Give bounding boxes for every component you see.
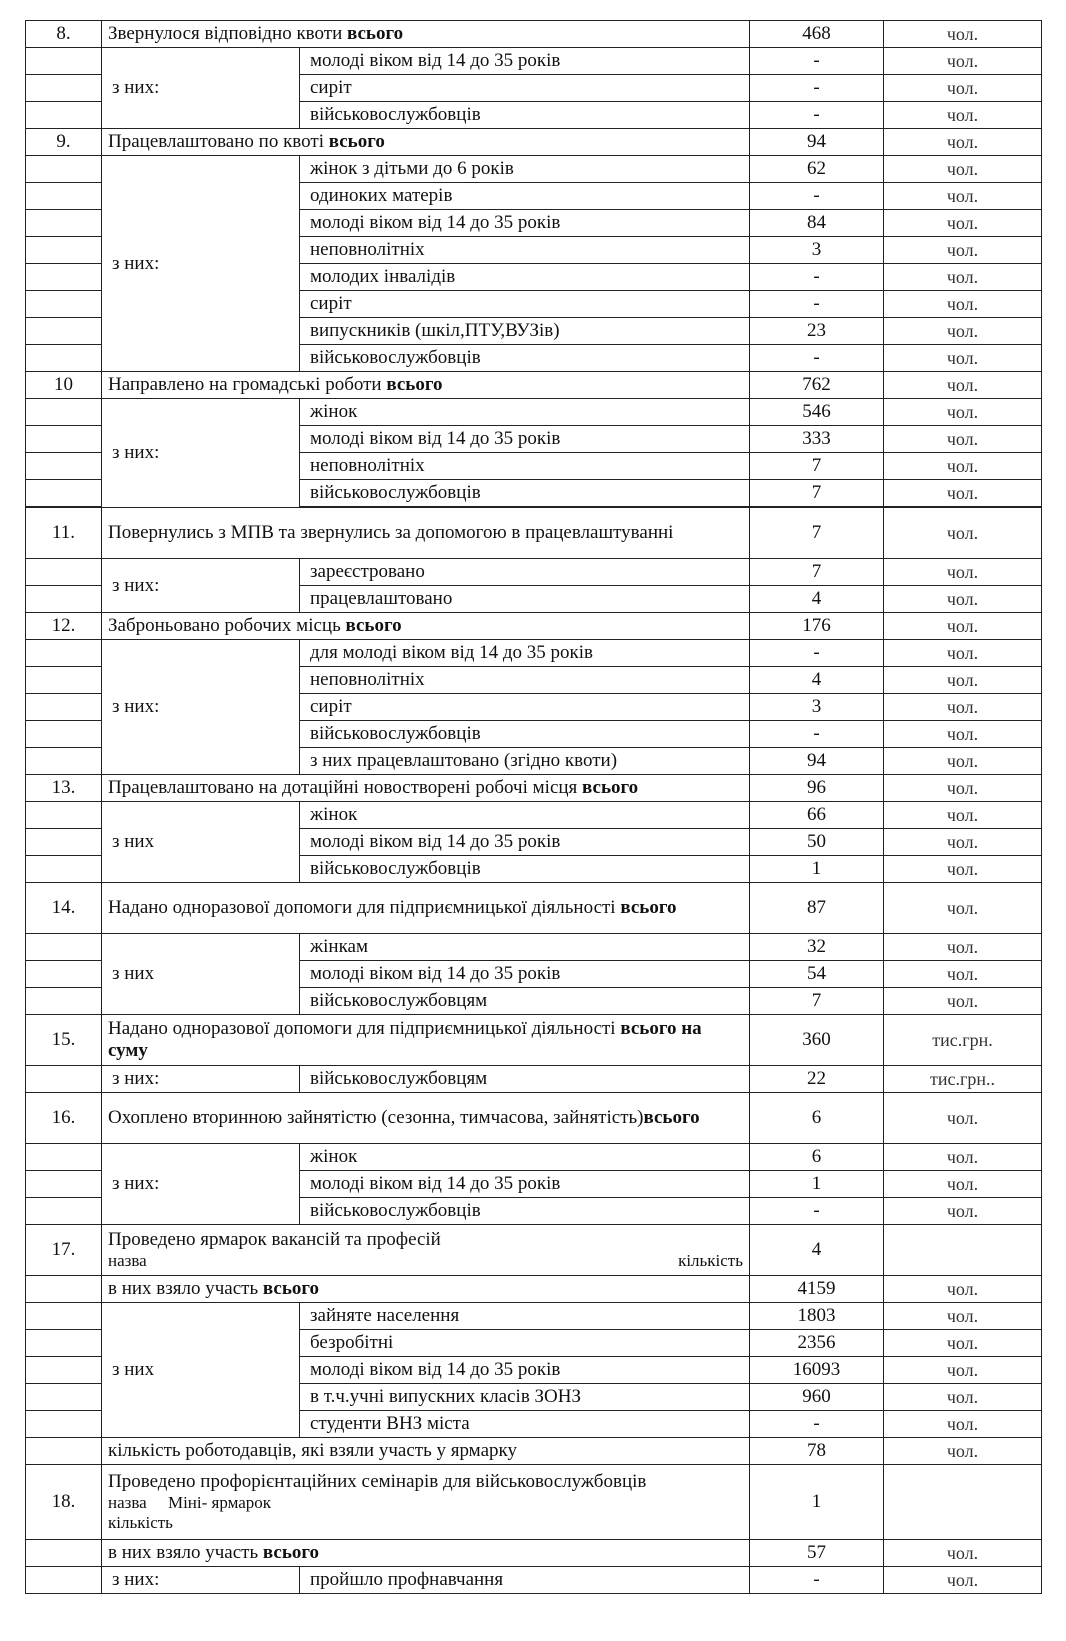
row-value: 176 [750, 613, 884, 640]
row-value: 3 [750, 237, 884, 264]
row-title: Охоплено вторинною зайнятістю (сезонна, тимчасова, зайнятість)всього [102, 1093, 750, 1144]
row-value: 333 [750, 426, 884, 453]
sub-item: неповнолітніх [300, 667, 750, 694]
group-label: з них [102, 1303, 300, 1438]
row-unit: чол. [884, 559, 1042, 586]
row-value: 546 [750, 399, 884, 426]
row-title: Проведено профорієнтаційних семінарів для військовослужбовців назва Міні- ярмарок кількість [102, 1465, 750, 1540]
row-unit: чол. [884, 694, 1042, 721]
sub-item: військовослужбовцям [300, 1066, 750, 1093]
row-unit: чол. [884, 988, 1042, 1015]
row-unit: чол. [884, 586, 1042, 613]
row-value: - [750, 1411, 884, 1438]
row-value: - [750, 48, 884, 75]
row-value: 468 [750, 21, 884, 48]
table-row [26, 1093, 1042, 1144]
row-unit: чол. [884, 48, 1042, 75]
statistics-table [25, 20, 1042, 1594]
row-value: 6 [750, 1093, 884, 1144]
sub-item: молоді віком від 14 до 35 років [300, 829, 750, 856]
table-row [26, 508, 1042, 559]
row-value: 54 [750, 961, 884, 988]
row-number: 8. [26, 21, 102, 48]
row-number: 17. [26, 1225, 102, 1276]
row-unit: чол. [884, 426, 1042, 453]
sub-item: жінок [300, 399, 750, 426]
table-row [26, 372, 1042, 399]
row-unit: чол. [884, 802, 1042, 829]
sub-item: студенти ВНЗ міста [300, 1411, 750, 1438]
row-value: 94 [750, 129, 884, 156]
sub-item: молоді віком від 14 до 35 років [300, 426, 750, 453]
group-label: з них: [102, 156, 300, 372]
table-row [26, 21, 1042, 48]
row-value: 6 [750, 1144, 884, 1171]
table-row [26, 1303, 1042, 1330]
sub-item: військовослужбовців [300, 856, 750, 883]
row-unit: чол. [884, 721, 1042, 748]
row-value: 2356 [750, 1330, 884, 1357]
sub-item: військовослужбовців [300, 721, 750, 748]
row-value: 3 [750, 694, 884, 721]
row-unit: чол. [884, 613, 1042, 640]
row-unit: чол. [884, 775, 1042, 802]
row-number: 12. [26, 613, 102, 640]
row-title: кількість роботодавців, які взяли участь у ярмарку [102, 1438, 750, 1465]
row-value: - [750, 1198, 884, 1225]
table-row [26, 640, 1042, 667]
row-value: 4159 [750, 1276, 884, 1303]
row-unit: чол. [884, 934, 1042, 961]
row-unit: чол. [884, 1357, 1042, 1384]
row-value: 84 [750, 210, 884, 237]
group-label: з них [102, 802, 300, 883]
row-unit: чол. [884, 856, 1042, 883]
row-unit: чол. [884, 1384, 1042, 1411]
row-value: 32 [750, 934, 884, 961]
row-number: 14. [26, 883, 102, 934]
row-unit: чол. [884, 1171, 1042, 1198]
sub-item: сиріт [300, 291, 750, 318]
row-unit: чол. [884, 1330, 1042, 1357]
row-unit: чол. [884, 1276, 1042, 1303]
group-label: з них: [102, 640, 300, 775]
row-value: 1803 [750, 1303, 884, 1330]
row-unit: чол. [884, 21, 1042, 48]
row-unit: чол. [884, 829, 1042, 856]
row-number: 11. [26, 508, 102, 559]
row-unit [884, 1225, 1042, 1276]
row-unit: чол. [884, 264, 1042, 291]
table-row [26, 1465, 1042, 1540]
table-row [26, 802, 1042, 829]
sub-item: неповнолітніх [300, 453, 750, 480]
table-row [26, 1225, 1042, 1276]
row-title: Надано одноразової допомоги для підприємницької діяльності всього на суму [102, 1015, 750, 1066]
row-unit: чол. [884, 961, 1042, 988]
table-row [26, 559, 1042, 586]
row-number: 10 [26, 372, 102, 399]
row-unit: чол. [884, 75, 1042, 102]
row-value: - [750, 640, 884, 667]
row-unit: чол. [884, 1144, 1042, 1171]
sub-item: жінок [300, 802, 750, 829]
sub-item: в т.ч.учні випускних класів ЗОНЗ [300, 1384, 750, 1411]
row-number: 16. [26, 1093, 102, 1144]
row-value: - [750, 291, 884, 318]
row-unit: чол. [884, 508, 1042, 559]
row-value: 22 [750, 1066, 884, 1093]
row-unit: чол. [884, 372, 1042, 399]
row-unit: чол. [884, 1540, 1042, 1567]
row-title: Проведено ярмарок вакансій та професій назва кількість [102, 1225, 750, 1276]
row-value: - [750, 264, 884, 291]
row-unit: чол. [884, 237, 1042, 264]
table-row [26, 1144, 1042, 1171]
row-value: - [750, 75, 884, 102]
table-row [26, 48, 1042, 75]
sub-item: безробітні [300, 1330, 750, 1357]
row-value: 7 [750, 453, 884, 480]
row-unit: чол. [884, 1438, 1042, 1465]
sub-item: жінок [300, 1144, 750, 1171]
sub-item: випускників (шкіл,ПТУ,ВУЗів) [300, 318, 750, 345]
table-row [26, 883, 1042, 934]
row-unit: чол. [884, 1567, 1042, 1594]
sub-item: військовослужбовців [300, 480, 750, 507]
row-unit: чол. [884, 1198, 1042, 1225]
group-label: з них [102, 934, 300, 1015]
group-label: з них: [102, 1144, 300, 1225]
row-title: Працевлаштовано на дотаційні новостворені робочі місця всього [102, 775, 750, 802]
table-row [26, 613, 1042, 640]
sub-item: неповнолітніх [300, 237, 750, 264]
row-value: 23 [750, 318, 884, 345]
row-unit: чол. [884, 1411, 1042, 1438]
group-label: з них: [102, 399, 300, 508]
row-title: Повернулись з МПВ та звернулись за допомогою в працевлаштуванні [102, 508, 750, 559]
row-unit: чол. [884, 345, 1042, 372]
sub-item: молоді віком від 14 до 35 років [300, 1171, 750, 1198]
row-unit: чол. [884, 748, 1042, 775]
row-title: Працевлаштовано по квоті всього [102, 129, 750, 156]
row-value: 4 [750, 667, 884, 694]
table-row [26, 934, 1042, 961]
row-unit: тис.грн.. [884, 1066, 1042, 1093]
table-row [26, 1066, 1042, 1093]
row-unit: чол. [884, 156, 1042, 183]
row-value: 66 [750, 802, 884, 829]
table-row [26, 1015, 1042, 1066]
sub-item: молоді віком від 14 до 35 років [300, 961, 750, 988]
sub-item: жінкам [300, 934, 750, 961]
row-value: - [750, 721, 884, 748]
table-row [26, 399, 1042, 426]
row-title: Заброньовано робочих місць всього [102, 613, 750, 640]
sub-item: молодих інвалідів [300, 264, 750, 291]
sub-item: з них працевлаштовано (згідно квоти) [300, 748, 750, 775]
table-row [26, 1567, 1042, 1594]
row-value: 762 [750, 372, 884, 399]
sub-item: жінок з дітьми до 6 років [300, 156, 750, 183]
row-unit: чол. [884, 183, 1042, 210]
row-value: 960 [750, 1384, 884, 1411]
group-label: з них: [102, 48, 300, 129]
row-value: 360 [750, 1015, 884, 1066]
sub-item: військовослужбовців [300, 345, 750, 372]
sub-item: сиріт [300, 694, 750, 721]
sub-item: сиріт [300, 75, 750, 102]
row-value: 57 [750, 1540, 884, 1567]
row-value: - [750, 102, 884, 129]
row-title: Звернулося відповідно квоти всього [102, 21, 750, 48]
row-unit: чол. [884, 129, 1042, 156]
table-row [26, 1276, 1042, 1303]
row-value: 1 [750, 1465, 884, 1540]
sub-item: одиноких матерів [300, 183, 750, 210]
group-label: з них: [102, 1567, 300, 1594]
row-unit: чол. [884, 318, 1042, 345]
row-value: 16093 [750, 1357, 884, 1384]
row-value: 7 [750, 988, 884, 1015]
sub-item: працевлаштовано [300, 586, 750, 613]
row-unit: тис.грн. [884, 1015, 1042, 1066]
row-number: 18. [26, 1465, 102, 1540]
row-number: 13. [26, 775, 102, 802]
row-value: 7 [750, 559, 884, 586]
group-label: з них: [102, 559, 300, 613]
row-unit: чол. [884, 291, 1042, 318]
row-value: 62 [750, 156, 884, 183]
row-unit: чол. [884, 667, 1042, 694]
row-unit: чол. [884, 453, 1042, 480]
row-unit: чол. [884, 102, 1042, 129]
row-unit: чол. [884, 480, 1042, 507]
table-row [26, 775, 1042, 802]
row-value: 7 [750, 480, 884, 507]
sub-item: молоді віком від 14 до 35 років [300, 48, 750, 75]
row-value: 1 [750, 856, 884, 883]
sub-item: військовослужбовців [300, 1198, 750, 1225]
sub-item: для молоді віком від 14 до 35 років [300, 640, 750, 667]
row-value: - [750, 1567, 884, 1594]
sub-item: молоді віком від 14 до 35 років [300, 1357, 750, 1384]
table-row [26, 129, 1042, 156]
sub-item: військовослужбовцям [300, 988, 750, 1015]
sub-item: молоді віком від 14 до 35 років [300, 210, 750, 237]
row-value: - [750, 183, 884, 210]
group-label: з них: [102, 1066, 300, 1093]
table-row [26, 1540, 1042, 1567]
row-value: 87 [750, 883, 884, 934]
row-unit: чол. [884, 883, 1042, 934]
row-unit: чол. [884, 1303, 1042, 1330]
sub-item: зайняте населення [300, 1303, 750, 1330]
row-unit: чол. [884, 1093, 1042, 1144]
table-row [26, 156, 1042, 183]
row-value: 4 [750, 586, 884, 613]
sub-item: пройшло профнавчання [300, 1567, 750, 1594]
row-title: Надано одноразової допомоги для підприємницької діяльності всього [102, 883, 750, 934]
row-value: 96 [750, 775, 884, 802]
sub-item: зареєстровано [300, 559, 750, 586]
row-unit [884, 1465, 1042, 1540]
row-value: 4 [750, 1225, 884, 1276]
row-value: 94 [750, 748, 884, 775]
row-number: 15. [26, 1015, 102, 1066]
table-row [26, 1438, 1042, 1465]
row-unit: чол. [884, 399, 1042, 426]
row-value: 7 [750, 508, 884, 559]
row-title: Направлено на громадські роботи всього [102, 372, 750, 399]
row-value: 78 [750, 1438, 884, 1465]
document [25, 20, 1041, 1594]
row-value: - [750, 345, 884, 372]
row-title: в них взяло участь всього [102, 1540, 750, 1567]
row-unit: чол. [884, 210, 1042, 237]
row-value: 1 [750, 1171, 884, 1198]
row-value: 50 [750, 829, 884, 856]
row-number: 9. [26, 129, 102, 156]
row-unit: чол. [884, 640, 1042, 667]
row-title: в них взяло участь всього [102, 1276, 750, 1303]
sub-item: військовослужбовців [300, 102, 750, 129]
